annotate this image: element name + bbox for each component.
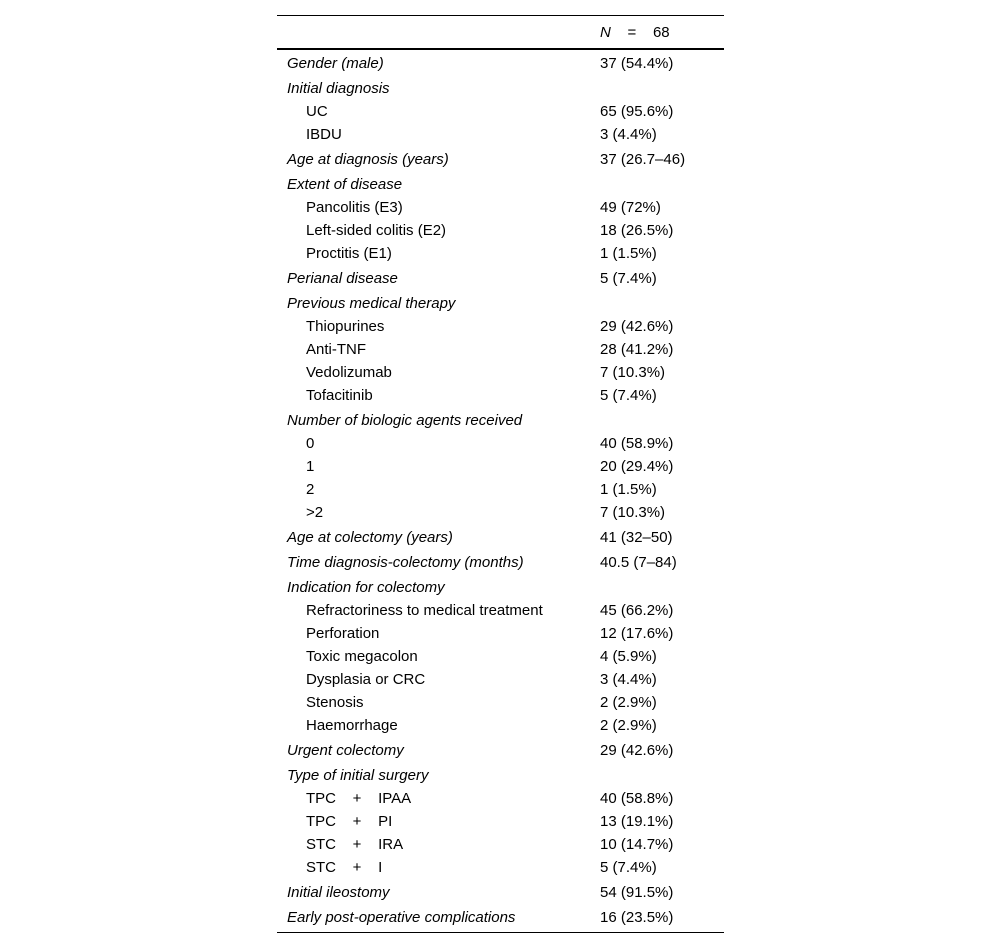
row-subitem-label: >2 [306, 504, 324, 521]
row-value: 45 (66.2%) [600, 602, 674, 619]
table-row [277, 173, 724, 196]
row-subitem-label: Anti-TNF [306, 341, 366, 358]
row-value: 13 (19.1%) [600, 813, 674, 830]
table-row [277, 501, 724, 524]
table-row [277, 77, 724, 100]
row-category-label: Gender (male) [287, 55, 384, 72]
row-value: 5 (7.4%) [600, 387, 657, 404]
table-row [277, 576, 724, 599]
table-row [277, 455, 724, 478]
row-category-label: Time diagnosis-colectomy (months) [287, 554, 524, 571]
row-category-label: Initial ileostomy [287, 884, 390, 901]
row-value: 10 (14.7%) [600, 836, 674, 853]
table-row [277, 267, 724, 290]
row-subitem-label: 2 [306, 481, 315, 498]
row-subitem-label: 0 [306, 435, 315, 452]
row-value: 4 (5.9%) [600, 648, 657, 665]
row-value: 20 (29.4%) [600, 458, 674, 475]
table-row [277, 856, 724, 879]
row-value: 1 (1.5%) [600, 245, 657, 262]
table-row [277, 338, 724, 361]
row-subitem-label: STC + IRA [306, 836, 404, 853]
row-category-label: Type of initial surgery [287, 767, 429, 784]
table-row [277, 432, 724, 455]
table-row [277, 833, 724, 856]
row-category-label: Perianal disease [287, 270, 398, 287]
table-row [277, 599, 724, 622]
row-subitem-label: Dysplasia or CRC [306, 671, 426, 688]
table-row [277, 409, 724, 432]
row-subitem-label: Tofacitinib [306, 387, 373, 404]
row-value: 49 (72%) [600, 199, 661, 216]
table-row [277, 123, 724, 146]
table-row [277, 714, 724, 737]
row-value: 40 (58.8%) [600, 790, 674, 807]
row-value: 7 (10.3%) [600, 504, 666, 521]
table-row [277, 622, 724, 645]
table-row [277, 787, 724, 810]
table-row [277, 478, 724, 501]
row-category-label: Indication for colectomy [287, 579, 445, 596]
row-value: 3 (4.4%) [600, 126, 657, 143]
table-header [277, 16, 724, 48]
row-value: 16 (23.5%) [600, 909, 674, 926]
row-category-label: Urgent colectomy [287, 742, 404, 759]
row-value: 2 (2.9%) [600, 694, 657, 711]
row-category-label: Age at diagnosis (years) [287, 151, 449, 168]
table-row [277, 551, 724, 574]
row-category-label: Initial diagnosis [287, 80, 390, 97]
row-subitem-label: Haemorrhage [306, 717, 398, 734]
row-subitem-label: IBDU [306, 126, 342, 143]
table-row [277, 810, 724, 833]
row-subitem-label: TPC + IPAA [306, 790, 412, 807]
table-row [277, 196, 724, 219]
row-value: 12 (17.6%) [600, 625, 674, 642]
row-subitem-label: Proctitis (E1) [306, 245, 392, 262]
n-label: N [600, 24, 611, 41]
row-value: 37 (54.4%) [600, 55, 674, 72]
table-row [277, 691, 724, 714]
characteristics-table [277, 15, 724, 933]
table-row [277, 645, 724, 668]
row-subitem-label: Vedolizumab [306, 364, 392, 381]
table-body [277, 52, 724, 932]
row-subitem-label: STC + I [306, 859, 383, 876]
row-subitem-label: TPC + PI [306, 813, 393, 830]
row-value: 18 (26.5%) [600, 222, 674, 239]
table-row [277, 526, 724, 549]
row-subitem-label: Thiopurines [306, 318, 385, 335]
table-row [277, 361, 724, 384]
row-subitem-label: 1 [306, 458, 315, 475]
row-category-label: Age at colectomy (years) [287, 529, 453, 546]
row-subitem-label: UC [306, 103, 328, 120]
row-value: 41 (32–50) [600, 529, 673, 546]
n-equals: = [627, 24, 637, 41]
row-value: 37 (26.7–46) [600, 151, 686, 168]
table-header-rule [277, 48, 724, 50]
row-subitem-label: Left-sided colitis (E2) [306, 222, 447, 239]
row-subitem-label: Perforation [306, 625, 380, 642]
table-row [277, 148, 724, 171]
row-subitem-label: Pancolitis (E3) [306, 199, 403, 216]
table-row [277, 668, 724, 691]
table-row [277, 384, 724, 407]
table-row [277, 739, 724, 762]
row-category-label: Previous medical therapy [287, 295, 456, 312]
row-value: 40.5 (7–84) [600, 554, 677, 571]
row-value: 29 (42.6%) [600, 318, 674, 335]
row-value: 29 (42.6%) [600, 742, 674, 759]
table-row [277, 881, 724, 904]
table-row [277, 219, 724, 242]
table-row [277, 292, 724, 315]
table-row [277, 100, 724, 123]
row-value: 5 (7.4%) [600, 270, 657, 287]
table-row [277, 52, 724, 75]
row-category-label: Early post-operative complications [287, 909, 516, 926]
row-value: 5 (7.4%) [600, 859, 657, 876]
row-value: 3 (4.4%) [600, 671, 657, 688]
row-category-label: Extent of disease [287, 176, 403, 193]
table-row [277, 315, 724, 338]
row-subitem-label: Refractoriness to medical treatment [306, 602, 543, 619]
table-row [277, 242, 724, 265]
n-value: 68 [652, 24, 670, 41]
n-header [600, 24, 670, 41]
row-value: 7 (10.3%) [600, 364, 666, 381]
row-value: 40 (58.9%) [600, 435, 674, 452]
row-category-label: Number of biologic agents received [287, 412, 523, 429]
row-value: 2 (2.9%) [600, 717, 657, 734]
row-value: 1 (1.5%) [600, 481, 657, 498]
table-row [277, 906, 724, 929]
row-value: 54 (91.5%) [600, 884, 674, 901]
row-subitem-label: Toxic megacolon [306, 648, 418, 665]
table-bottom-rule [277, 932, 724, 933]
row-value: 65 (95.6%) [600, 103, 674, 120]
row-subitem-label: Stenosis [306, 694, 364, 711]
table-row [277, 764, 724, 787]
row-value: 28 (41.2%) [600, 341, 674, 358]
